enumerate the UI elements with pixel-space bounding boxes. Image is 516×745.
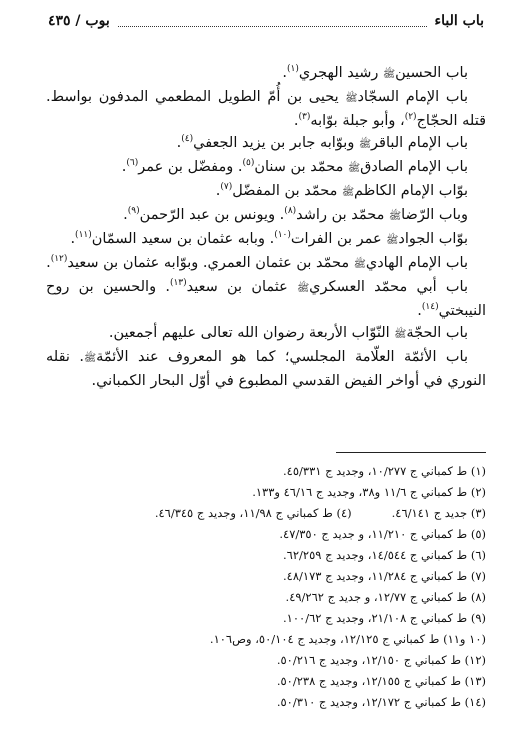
entry-text-tail: . [123,207,128,223]
footnote: (٢) ط كمباني ج ١١/٦ و٣٨، وجديد ج ٤٦/١٦ و١٣٣. [252,485,486,499]
entry-heading: باب الإمام الباقر [371,135,468,151]
honorific-glyph: ﷺ [386,235,399,246]
entry-heading: باب الحجّة [406,325,468,341]
entry-heading: باب الإمام السجّاد [357,89,469,105]
footnote: (١٠ و١١) ط كمباني ج ١٢/١٢٥، وجديد ج ٥٠/١٠٤، وص١٠٦. [209,632,486,646]
entry-text: رشيد الهجري [298,65,384,81]
entry-text: محمّد بن سنان [254,159,348,175]
footnote-ref[interactable]: (٧) [220,182,233,193]
entry-heading: بوّاب الجواد [398,231,468,247]
entry-paragraph [46,276,486,322]
entry-text: عمر بن الفرات [290,231,387,247]
footnote: (٩) ط كمباني ج ٢١/١٠٨، وجديد ج ١٠٠/٦٢. [283,611,486,625]
entry-text: محمّد بن عثمان العمري. وبوّابه عثمان بن سعيد [67,255,354,271]
entry-text-tail: . والحسين بن روح النيبختي [46,279,486,319]
footnote-row [30,650,486,671]
footnote: (١٢) ط كمباني ج ١٢/١٥٠، وجديد ج ٥٠/٢١٦. [276,653,486,667]
entry-text: محمّد بن راشد [296,207,389,223]
footnote-row [30,692,486,713]
honorific-glyph: ﷺ [345,93,358,104]
honorific-glyph: ﷺ [341,187,355,198]
footnote-row [30,671,486,692]
entry-text-tail: . [293,113,299,129]
footnote-ref[interactable]: (٢) [404,112,417,123]
entry-paragraph [46,252,486,276]
honorific-glyph: ﷺ [297,283,310,294]
entry-paragraph [46,204,486,228]
entry-text-tail: . وبابه عثمان بن سعيد السمّان [91,231,275,247]
footnote-row [30,587,486,608]
footnote-ref[interactable]: (٨) [284,206,297,217]
footnote: (٦) ط كمباني ج ١٤/٥٤٤، وجديد ج ٦٢/٢٥٩. [283,548,486,562]
entry-text: عثمان بن سعيد [186,279,298,295]
footnote-ref[interactable]: (٥) [242,158,255,169]
entry-text-tail: ، وأبو جبلة بوّابه [310,113,405,129]
footnote-ref[interactable]: (١) [286,64,299,75]
footnote: (٥) ط كمباني ج ١١/٢١٠، و جديد ج ٤٧/٣٥٠. [279,527,486,541]
entry-text-tail: . ومفضّل بن عمر [138,159,243,175]
footnote-row [30,482,486,503]
entry-text-tail: . [70,231,76,247]
entry-text: وبوّابه جابر بن يزيد الجعفي [193,135,359,151]
footnote-row [30,629,486,650]
footnote-row [30,461,486,482]
header-dotted-leader [118,16,427,27]
entry-paragraph [46,322,486,346]
entry-text-tail: . [46,255,51,271]
honorific-glyph: ﷺ [389,211,402,222]
entry-text: محمّد بن المفضّل [232,183,342,199]
footnote-ref[interactable]: (١٣) [169,278,187,289]
footnote-row [30,566,486,587]
footnotes [30,461,486,713]
honorific-glyph: ﷺ [347,163,361,174]
entry-text: يحيى بن أُمّ الطويل المطعمي المدفون بواسط. قتله الحجّاج [46,89,486,129]
page-number-label: بوب / ٤٣٥ [48,13,110,29]
entry-heading: وباب الرّضا [401,207,468,223]
footnote-ref[interactable]: (١٠) [274,230,291,241]
footnote: (١٣) ط كمباني ج ١٢/١٥٥، وجديد ج ٥٠/٢٣٨. [276,674,486,688]
footnote-row [30,545,486,566]
footnote-ref[interactable]: (٩) [127,206,140,217]
footnote: (١) ط كمباني ج ١٠/٢٧٧، وجديد ج ٤٥/٣٣١. [283,464,486,478]
footnote-separator [336,452,486,453]
honorific-glyph: ﷺ [394,329,407,340]
footnote-ref[interactable]: (٦) [126,158,139,169]
honorific-glyph: ﷺ [353,259,366,270]
honorific-glyph: ﷺ [83,353,97,364]
footnote-row [30,608,486,629]
entry-text: . نقله النوري في أواخر الفيض القدسي المطبوع في أوّل البحار الكمباني. [46,349,486,389]
entry-text: النّوّاب الأربعة رضوان الله تعالى عليهم أجمعين. [108,325,395,341]
entry-text-tail: . [215,183,221,199]
entry-text-tail: . [417,303,422,319]
footnote-ref[interactable]: (٣) [298,112,311,123]
entry-text-tail: . [282,65,287,81]
footnote: (٤) ط كمباني ج ١١/٩٨، وجديد ج ٤٦/٣٤٥. [154,506,352,520]
running-header [48,10,484,32]
entry-text-tail: . ويونس بن عبد الرّحمن [139,207,285,223]
footnote-ref[interactable]: (٤) [181,134,194,145]
footnote-ref[interactable]: (١٤) [421,302,439,313]
honorific-glyph: ﷺ [383,69,396,80]
footnote-row [30,524,486,545]
entry-heading: باب أبي محمّد العسكري [309,279,468,295]
entry-paragraph [46,156,486,180]
entry-heading: بوّاب الإمام الكاظم [354,183,468,199]
entry-heading: باب الحسين [395,65,468,81]
entry-paragraph [46,180,486,204]
honorific-glyph: ﷺ [358,139,372,150]
footnote-ref[interactable]: (١٢) [50,254,68,265]
running-title: باب الباء [434,13,484,29]
main-text [46,62,486,392]
entry-paragraph [46,62,486,86]
entry-heading: باب الإمام الصادق [360,159,468,175]
footnote: (٧) ط كمباني ج ١١/٢٨٤، وجديد ج ٤٨/١٧٣. [283,569,486,583]
entry-paragraph [46,228,486,252]
entry-paragraph [46,86,486,132]
footnote: (١٤) ط كمباني ج ١٢/١٧٢، وجديد ج ٥٠/٣١٠. [276,695,486,709]
entry-heading: باب الأئمّة العلّامة المجلسي؛ كما هو المعروف عند الأئمّة [96,349,468,365]
entry-heading: باب الإمام الهادي [365,255,468,271]
entry-text-tail: . [121,159,127,175]
entry-paragraph [46,132,486,156]
footnote-ref[interactable]: (١١) [75,230,92,241]
entry-paragraph [46,346,486,392]
footnote: (٣) جديد ج ٤٦/١٤١. [391,506,486,520]
entry-text-tail: . [176,135,182,151]
footnote: (٨) ط كمباني ج ١٢/٧٧، و جديد ج ٤٩/٢٦٢. [285,590,486,604]
footnote-row [30,503,486,524]
